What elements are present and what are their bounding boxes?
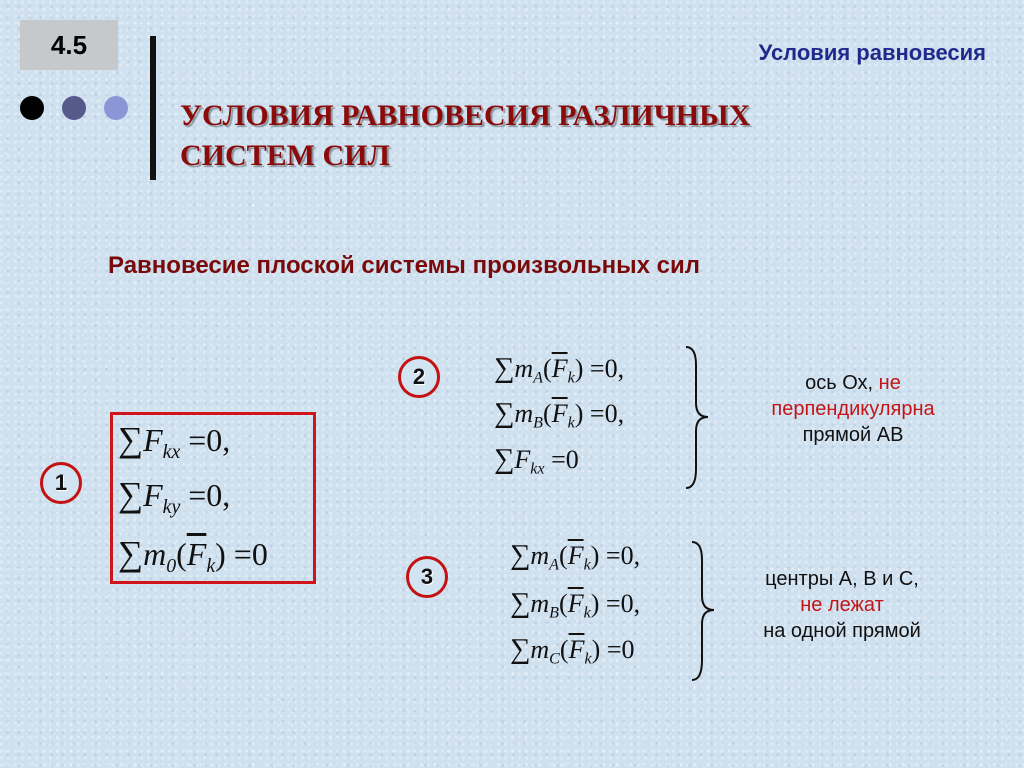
system1-equation-1: $\sum F_{kx} =0$, [118, 420, 231, 463]
system3-note [722, 566, 962, 644]
system3-equation-1: $\sum m_A(\overline{F}_k) =0$, [510, 540, 641, 574]
system-number-3: 3 [406, 556, 448, 598]
system2-note-line-1: ось Ох, не [805, 372, 901, 394]
system1-equation-2: $\sum F_{ky} =0$, [118, 475, 231, 518]
system1-equation-3: $\sum m_0(\overline{F}_k) =0$ [118, 534, 268, 577]
title-line-1: УСЛОВИЯ РАВНОВЕСИЯ РАЗЛИЧНЫХ [180, 99, 751, 132]
topic-header: Условия равновесия [758, 40, 986, 65]
system3-note-line-3: на одной прямой [763, 620, 921, 642]
system3-note-line-1: центры А, В и С, [765, 568, 919, 590]
system3-brace [688, 540, 718, 682]
system3-equation-2: $\sum m_B(\overline{F}_k) =0$, [510, 588, 641, 622]
system3-note-line-2: не лежат [800, 594, 884, 616]
title-line-2: СИСТЕМ СИЛ [180, 139, 390, 172]
system2-equation-3: $\sum F_{kx} =0$ [494, 444, 579, 478]
vertical-divider [150, 36, 156, 180]
system2-note-line-3: прямой АВ [802, 424, 904, 446]
system2-note-line-2: перпендикулярна [771, 398, 935, 420]
bullet-dot-3 [104, 96, 128, 120]
bullet-dot-1 [20, 96, 44, 120]
system3-equation-3: $\sum m_C(\overline{F}_k) =0$ [510, 634, 635, 668]
system2-equation-1: $\sum m_A(\overline{F}_k) =0$, [494, 353, 625, 387]
slide-title [180, 96, 750, 176]
system2-brace [682, 345, 712, 490]
bullet-dot-2 [62, 96, 86, 120]
system-number-2: 2 [398, 356, 440, 398]
slide-number-badge: 4.5 [20, 20, 118, 70]
system2-note [728, 370, 978, 448]
system-number-1: 1 [40, 462, 82, 504]
slide-subtitle: Равновесие плоской системы произвольных сил [108, 252, 700, 279]
system2-equation-2: $\sum m_B(\overline{F}_k) =0$, [494, 398, 625, 432]
